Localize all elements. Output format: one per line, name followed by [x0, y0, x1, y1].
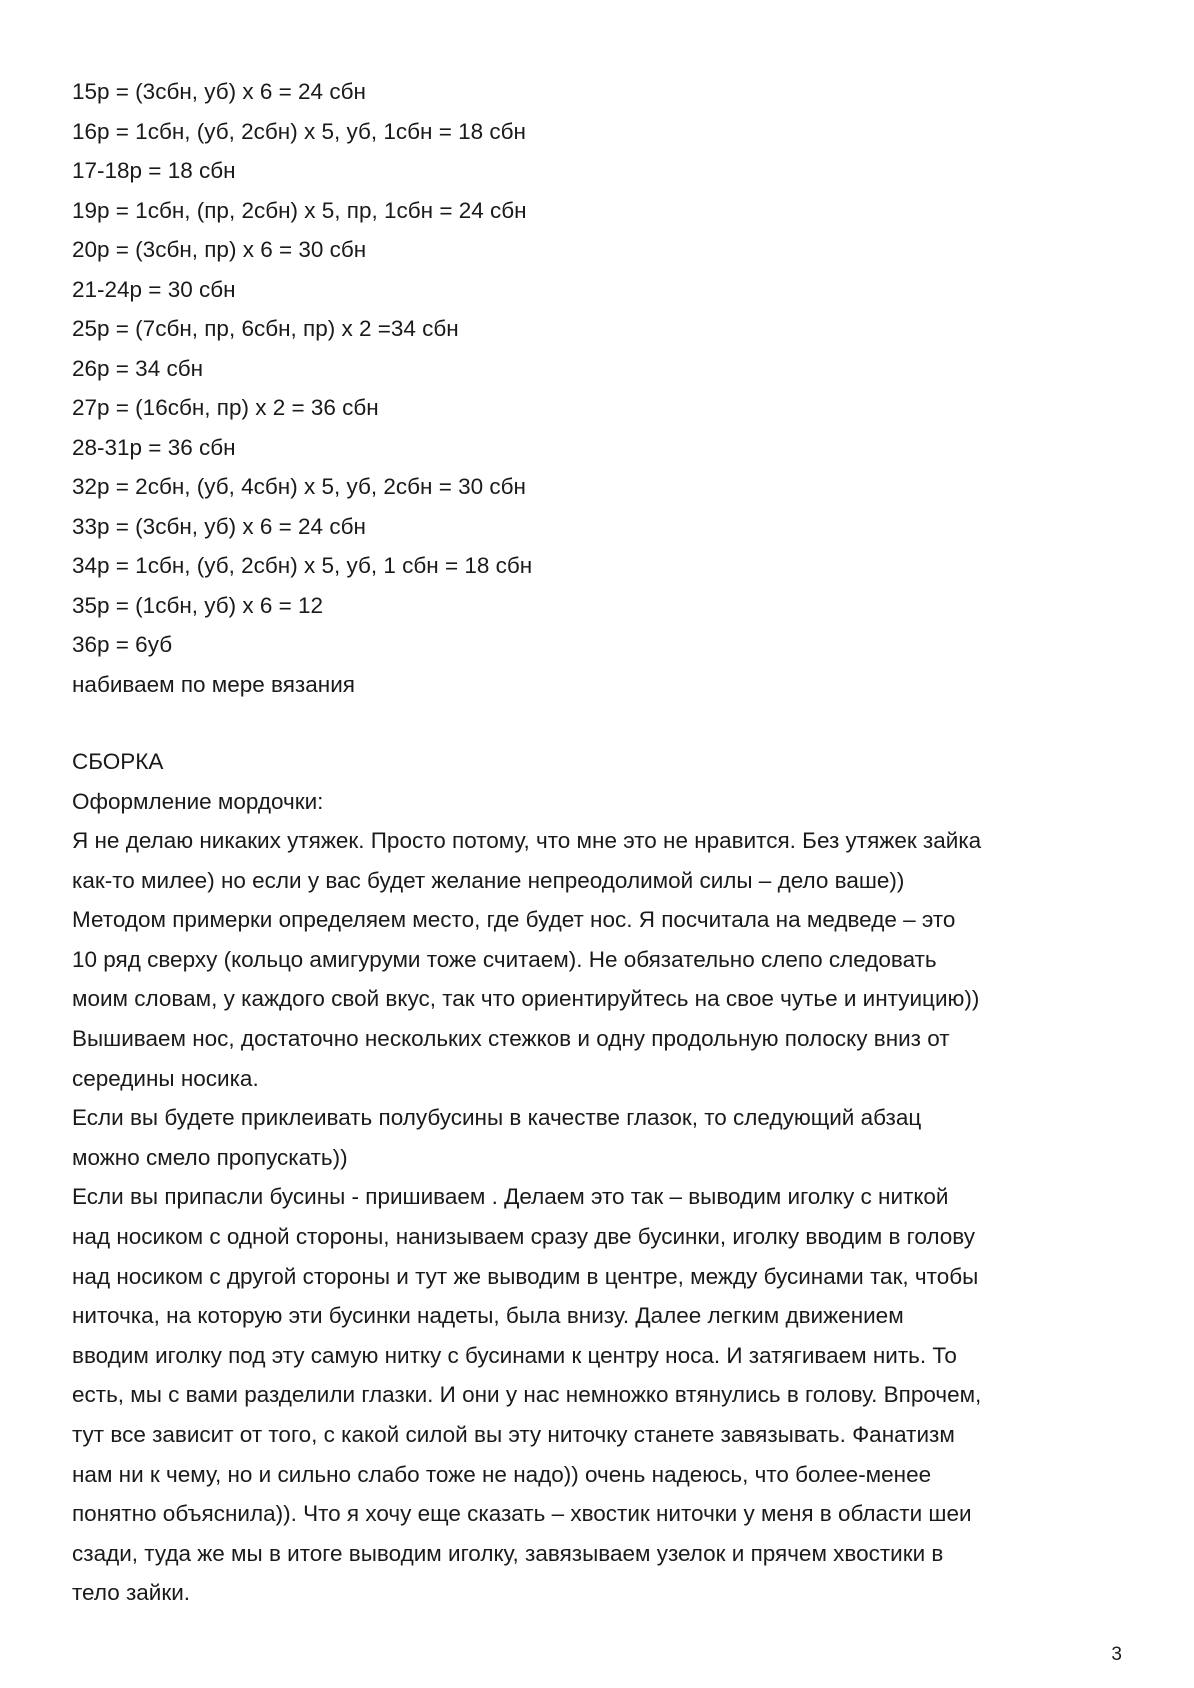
stuffing-note: набиваем по мере вязания: [72, 671, 355, 697]
row-instruction: 36р = 6уб: [72, 632, 173, 657]
row-instruction: 17-18р = 18 сбн: [72, 158, 236, 183]
paragraph-line: вводим иголку под эту самую нитку с бусинами к центру носа. И затягиваем нить. То: [72, 1342, 957, 1368]
paragraph-line: Если вы припасли бусины - пришиваем . Делаем это так – выводим иголку с ниткой: [72, 1184, 949, 1210]
crochet-row-list: [72, 72, 1112, 704]
section-subtitle: Оформление мордочки:: [72, 788, 324, 814]
row-instruction: 16р = 1сбн, (уб, 2сбн) х 5, уб, 1сбн = 18 сбн: [72, 118, 526, 144]
paragraph-line: как-то милее) но если у вас будет желание непреодолимой силы – дело ваше)): [72, 867, 905, 893]
paragraph-line: середины носика.: [72, 1065, 259, 1091]
row-instruction: 33р = (3сбн, уб) х 6 = 24 сбн: [72, 513, 366, 539]
assembly-section: [72, 742, 1137, 1613]
page-number: 3: [1111, 1644, 1122, 1665]
paragraph-line: понятно объяснила)). Что я хочу еще сказать – хвостик ниточки у меня в области шеи: [72, 1501, 972, 1527]
paragraph-line: нам ни к чему, но и сильно слабо тоже не надо)) очень надеюсь, что более-менее: [72, 1461, 932, 1487]
row-instruction: 35р = (1сбн, уб) х 6 = 12: [72, 592, 324, 618]
paragraph-line: моим словам, у каждого свой вкус, так что ориентируйтесь на свое чутье и интуицию)): [72, 986, 980, 1012]
row-instruction: 25р = (7сбн, пр, 6сбн, пр) х 2 =34 сбн: [72, 316, 459, 341]
paragraph-line: сзади, туда же мы в итоге выводим иголку, завязываем узелок и прячем хвостики в: [72, 1540, 944, 1566]
paragraph-line: есть, мы с вами разделили глазки. И они у нас немножко втянулись в голову. Впрочем,: [72, 1382, 982, 1408]
row-instruction: 32р = 2сбн, (уб, 4сбн) х 5, уб, 2сбн = 30 сбн: [72, 474, 526, 499]
paragraph-line: 10 ряд сверху (кольцо амигуруми тоже считаем). Не обязательно слепо следовать: [72, 946, 937, 972]
paragraph-line: можно смело пропускать)): [72, 1144, 348, 1170]
row-instruction: 19р = 1сбн, (пр, 2сбн) х 5, пр, 1сбн = 24 сбн: [72, 197, 527, 223]
row-instruction: 15р = (3сбн, уб) х 6 = 24 сбн: [72, 79, 366, 104]
row-instruction: 28-31р = 36 сбн: [72, 434, 236, 460]
paragraph-line: Если вы будете приклеивать полубусины в качестве глазок, то следующий абзац: [72, 1105, 922, 1131]
paragraph-line: ниточка, на которую эти бусинки надеты, была внизу. Далее легким движением: [72, 1303, 904, 1329]
row-instruction: 20р = (3сбн, пр) х 6 = 30 сбн: [72, 237, 367, 262]
paragraph-line: над носиком с одной стороны, нанизываем сразу две бусинки, иголку вводим в голову: [72, 1223, 976, 1249]
row-instruction: 26р = 34 сбн: [72, 355, 204, 381]
row-instruction: 27р = (16сбн, пр) х 2 = 36 сбн: [72, 395, 379, 420]
section-title: СБОРКА: [72, 749, 164, 774]
paragraph-line: над носиком с другой стороны и тут же выводим в центре, между бусинами так, чтобы: [72, 1263, 979, 1289]
paragraph-line: Вышиваем нос, достаточно нескольких стежков и одну продольную полоску вниз от: [72, 1025, 950, 1051]
paragraph-line: тело зайки.: [72, 1580, 191, 1606]
row-instruction: 34р = 1сбн, (уб, 2сбн) х 5, уб, 1 сбн = 18 сбн: [72, 553, 533, 578]
paragraph-line: тут все зависит от того, с какой силой вы эту ниточку станете завязывать. Фанатизм: [72, 1421, 955, 1447]
row-instruction: 21-24р = 30 сбн: [72, 276, 236, 302]
paragraph-line: Методом примерки определяем место, где будет нос. Я посчитала на медведе – это: [72, 907, 956, 933]
paragraph-line: Я не делаю никаких утяжек. Просто потому, что мне это не нравится. Без утяжек зайка: [72, 828, 982, 853]
